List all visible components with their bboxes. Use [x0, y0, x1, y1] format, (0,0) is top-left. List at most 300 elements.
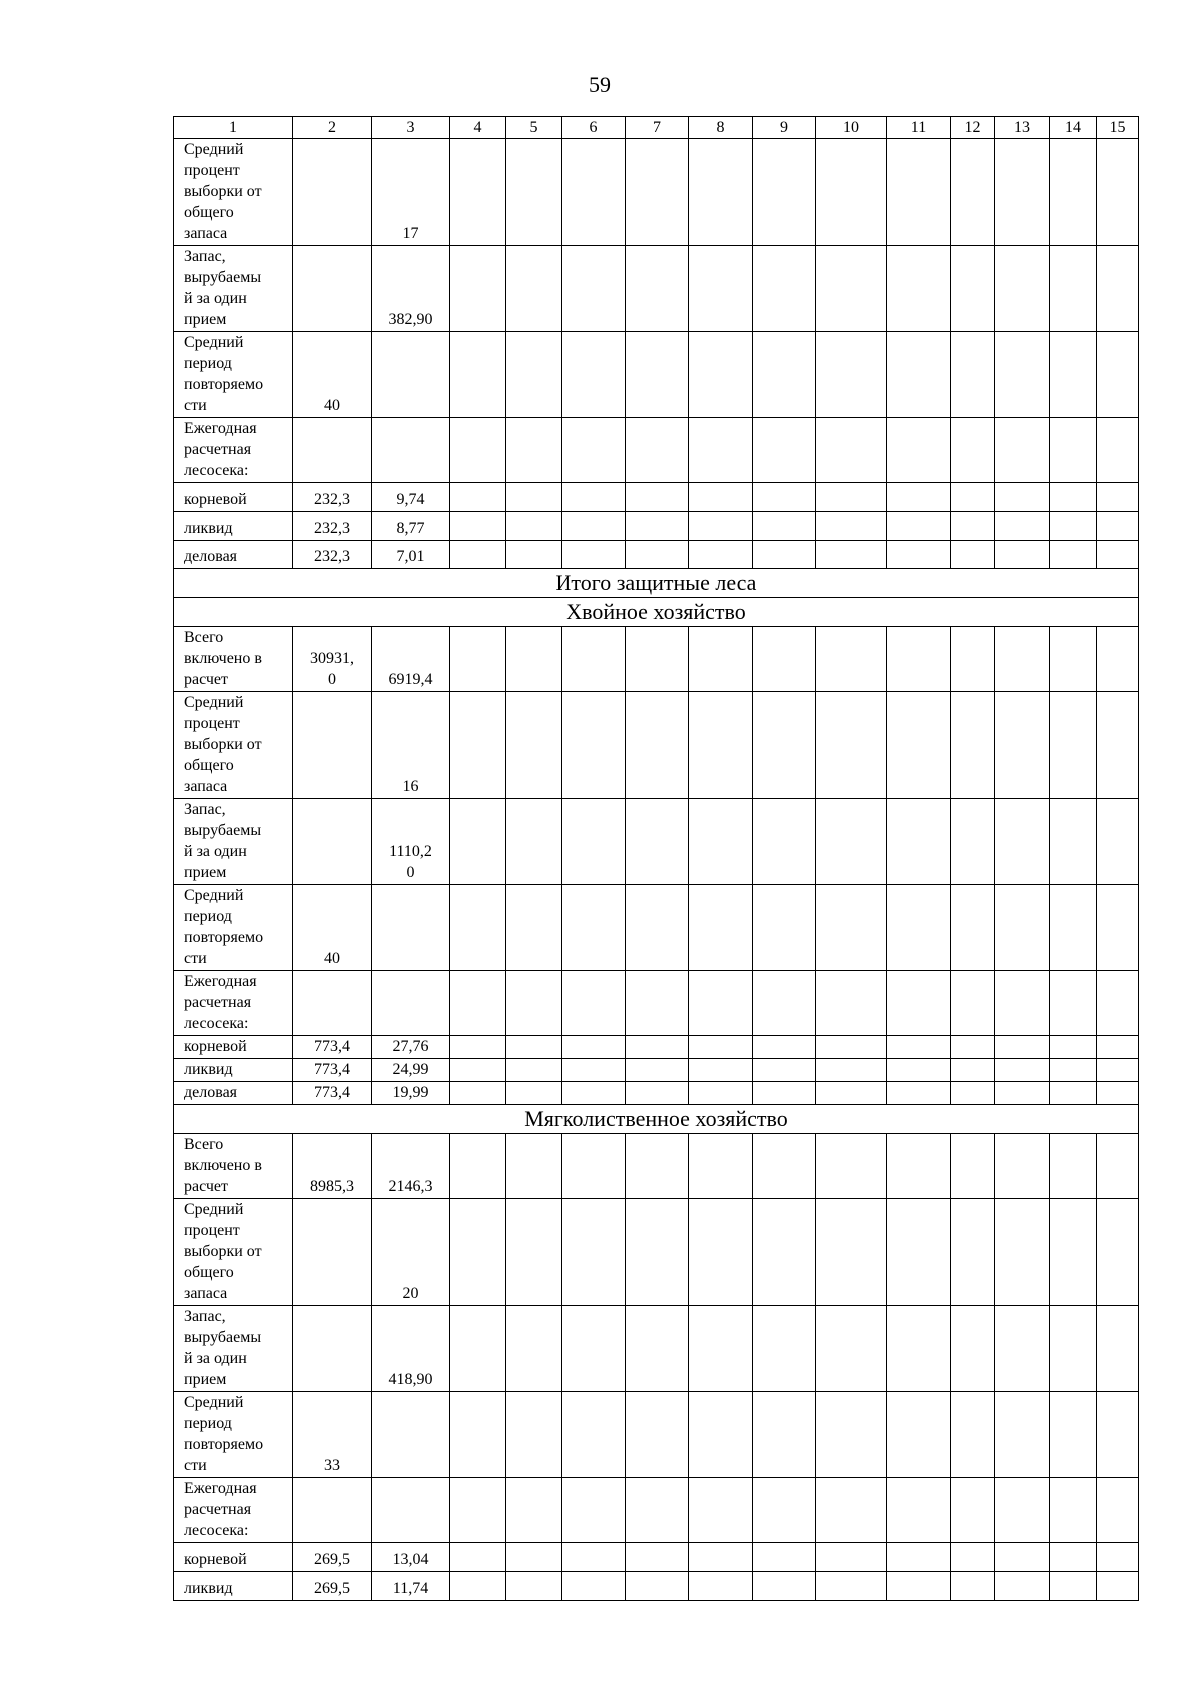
- empty-cell: [1050, 1134, 1097, 1199]
- value-cell-c2: [293, 1036, 372, 1059]
- empty-cell: [753, 692, 816, 799]
- column-number-cell: 7: [626, 117, 689, 139]
- empty-cell: [995, 139, 1050, 246]
- empty-cell: [689, 1036, 753, 1059]
- empty-cell: [450, 885, 506, 971]
- section-heading-row: [174, 569, 1139, 598]
- value-cell-c2: [293, 332, 372, 418]
- value-cell-c3: [372, 799, 450, 885]
- value-text: 8,77: [396, 520, 425, 537]
- empty-cell: [626, 627, 689, 692]
- value-cell-c2: [293, 1392, 372, 1478]
- empty-cell: [689, 541, 753, 569]
- table-row: [174, 1134, 1139, 1199]
- empty-cell: [995, 971, 1050, 1036]
- empty-cell: [816, 692, 887, 799]
- value-cell-c3: [372, 1543, 450, 1572]
- empty-cell: [887, 1199, 951, 1306]
- column-number-cell: 11: [887, 117, 951, 139]
- value-text: 11,74: [392, 1580, 429, 1597]
- row-label-text: Ежегодная расчетная лесосека:: [184, 973, 257, 1032]
- table-row: [174, 1543, 1139, 1572]
- empty-cell: [753, 1082, 816, 1105]
- empty-cell: [506, 1036, 562, 1059]
- value-cell-c2: [293, 1306, 372, 1392]
- empty-cell: [753, 483, 816, 512]
- empty-cell: [816, 332, 887, 418]
- empty-cell: [506, 246, 562, 332]
- empty-cell: [689, 1478, 753, 1543]
- empty-cell: [450, 1082, 506, 1105]
- column-number-cell: 5: [506, 117, 562, 139]
- empty-cell: [626, 1392, 689, 1478]
- empty-cell: [995, 418, 1050, 483]
- empty-cell: [689, 1134, 753, 1199]
- empty-cell: [1050, 512, 1097, 541]
- table-row: [174, 483, 1139, 512]
- table-row: [174, 1059, 1139, 1082]
- empty-cell: [450, 512, 506, 541]
- row-label: [174, 799, 293, 885]
- table-row: [174, 971, 1139, 1036]
- row-label: [174, 1059, 293, 1082]
- value-text: 13,04: [392, 1551, 429, 1568]
- empty-cell: [1050, 1392, 1097, 1478]
- value-text: 6919,4: [388, 671, 433, 688]
- value-cell-c3: [372, 1392, 450, 1478]
- column-number-cell: 4: [450, 117, 506, 139]
- value-text: 17: [402, 225, 419, 242]
- empty-cell: [951, 627, 995, 692]
- empty-cell: [995, 332, 1050, 418]
- value-text: 1110,2 0: [389, 843, 432, 881]
- empty-cell: [626, 541, 689, 569]
- empty-cell: [689, 483, 753, 512]
- empty-cell: [689, 799, 753, 885]
- row-label: [174, 246, 293, 332]
- row-label: [174, 627, 293, 692]
- row-label-text: Средний процент выборки от общего запаса: [184, 1201, 262, 1302]
- row-label-text: Ежегодная расчетная лесосека:: [184, 420, 257, 479]
- empty-cell: [450, 1572, 506, 1601]
- column-number-cell: 2: [293, 117, 372, 139]
- empty-cell: [753, 1392, 816, 1478]
- section-heading-row: [174, 1105, 1139, 1134]
- row-label: [174, 139, 293, 246]
- empty-cell: [1050, 1036, 1097, 1059]
- empty-cell: [995, 1392, 1050, 1478]
- row-label: [174, 1036, 293, 1059]
- value-text: 773,4: [314, 1038, 350, 1055]
- empty-cell: [689, 885, 753, 971]
- empty-cell: [506, 332, 562, 418]
- column-number-cell: 15: [1097, 117, 1139, 139]
- empty-cell: [1050, 139, 1097, 246]
- row-label-text: деловая: [184, 1084, 238, 1101]
- empty-cell: [689, 139, 753, 246]
- column-number-cell: 6: [562, 117, 626, 139]
- value-cell-c2: [293, 541, 372, 569]
- empty-cell: [1097, 483, 1139, 512]
- empty-cell: [562, 1036, 626, 1059]
- row-label-text: корневой: [184, 1038, 247, 1055]
- empty-cell: [995, 1478, 1050, 1543]
- empty-cell: [450, 627, 506, 692]
- empty-cell: [562, 418, 626, 483]
- empty-cell: [626, 512, 689, 541]
- empty-cell: [562, 332, 626, 418]
- empty-cell: [887, 627, 951, 692]
- value-text: 19,99: [392, 1084, 429, 1101]
- empty-cell: [450, 1543, 506, 1572]
- empty-cell: [951, 692, 995, 799]
- empty-cell: [689, 971, 753, 1036]
- empty-cell: [626, 1059, 689, 1082]
- empty-cell: [562, 1134, 626, 1199]
- empty-cell: [816, 885, 887, 971]
- empty-cell: [626, 1134, 689, 1199]
- value-cell-c3: [372, 512, 450, 541]
- empty-cell: [689, 246, 753, 332]
- row-label-text: корневой: [184, 491, 247, 508]
- row-label: [174, 1134, 293, 1199]
- table-row: [174, 799, 1139, 885]
- empty-cell: [562, 1199, 626, 1306]
- table-row: [174, 332, 1139, 418]
- empty-cell: [816, 246, 887, 332]
- value-cell-c2: [293, 512, 372, 541]
- empty-cell: [951, 332, 995, 418]
- column-number-cell: 13: [995, 117, 1050, 139]
- empty-cell: [951, 1306, 995, 1392]
- empty-cell: [506, 418, 562, 483]
- empty-cell: [816, 483, 887, 512]
- table-row: [174, 418, 1139, 483]
- empty-cell: [887, 1478, 951, 1543]
- empty-cell: [626, 418, 689, 483]
- value-cell-c2: [293, 885, 372, 971]
- empty-cell: [753, 1036, 816, 1059]
- empty-cell: [816, 1082, 887, 1105]
- empty-cell: [626, 799, 689, 885]
- empty-cell: [995, 1543, 1050, 1572]
- empty-cell: [626, 332, 689, 418]
- empty-cell: [753, 541, 816, 569]
- empty-cell: [753, 885, 816, 971]
- empty-cell: [753, 418, 816, 483]
- empty-cell: [626, 246, 689, 332]
- empty-cell: [562, 799, 626, 885]
- empty-cell: [951, 483, 995, 512]
- empty-cell: [450, 1059, 506, 1082]
- empty-cell: [1097, 799, 1139, 885]
- empty-cell: [816, 1134, 887, 1199]
- empty-cell: [1097, 332, 1139, 418]
- table-row: [174, 627, 1139, 692]
- value-text: 232,3: [314, 491, 350, 508]
- section-heading: Итого защитные леса: [174, 569, 1139, 598]
- empty-cell: [951, 1572, 995, 1601]
- empty-cell: [626, 692, 689, 799]
- value-cell-c2: [293, 246, 372, 332]
- empty-cell: [753, 1543, 816, 1572]
- value-text: 232,3: [314, 548, 350, 565]
- empty-cell: [626, 885, 689, 971]
- value-cell-c3: [372, 1059, 450, 1082]
- value-text: 773,4: [314, 1061, 350, 1078]
- empty-cell: [450, 1392, 506, 1478]
- empty-cell: [753, 1199, 816, 1306]
- row-label-text: Средний процент выборки от общего запаса: [184, 141, 262, 242]
- empty-cell: [626, 1306, 689, 1392]
- row-label-text: деловая: [184, 548, 238, 565]
- value-cell-c3: [372, 1036, 450, 1059]
- value-cell-c3: [372, 332, 450, 418]
- empty-cell: [626, 1036, 689, 1059]
- empty-cell: [626, 1478, 689, 1543]
- section-heading: Мягколиственное хозяйство: [174, 1105, 1139, 1134]
- empty-cell: [951, 1199, 995, 1306]
- empty-cell: [562, 885, 626, 971]
- empty-cell: [562, 1306, 626, 1392]
- empty-cell: [1050, 483, 1097, 512]
- value-cell-c3: [372, 627, 450, 692]
- empty-cell: [816, 1392, 887, 1478]
- empty-cell: [626, 1543, 689, 1572]
- empty-cell: [995, 1572, 1050, 1601]
- row-label: [174, 885, 293, 971]
- empty-cell: [887, 971, 951, 1036]
- empty-cell: [689, 332, 753, 418]
- empty-cell: [816, 1059, 887, 1082]
- value-text: 269,5: [314, 1551, 350, 1568]
- empty-cell: [816, 1036, 887, 1059]
- empty-cell: [753, 1478, 816, 1543]
- empty-cell: [562, 246, 626, 332]
- empty-cell: [506, 692, 562, 799]
- value-text: 8985,3: [310, 1178, 354, 1195]
- table-row: [174, 1572, 1139, 1601]
- value-text: 269,5: [314, 1580, 350, 1597]
- empty-cell: [995, 1134, 1050, 1199]
- empty-cell: [887, 541, 951, 569]
- column-number-cell: 9: [753, 117, 816, 139]
- value-cell-c2: [293, 1543, 372, 1572]
- empty-cell: [887, 799, 951, 885]
- empty-cell: [1050, 1543, 1097, 1572]
- empty-cell: [1050, 1572, 1097, 1601]
- empty-cell: [450, 332, 506, 418]
- empty-cell: [887, 1306, 951, 1392]
- empty-cell: [450, 799, 506, 885]
- empty-cell: [506, 1543, 562, 1572]
- table-row: [174, 541, 1139, 569]
- value-text: 24,99: [392, 1061, 429, 1078]
- column-number-row: [174, 117, 1139, 139]
- empty-cell: [753, 1134, 816, 1199]
- empty-cell: [450, 692, 506, 799]
- row-label: [174, 1572, 293, 1601]
- row-label-text: ликвид: [184, 1580, 233, 1597]
- row-label-text: Всего включено в расчет: [184, 1136, 262, 1195]
- empty-cell: [506, 483, 562, 512]
- empty-cell: [995, 512, 1050, 541]
- value-text: 33: [324, 1457, 340, 1474]
- value-text: 9,74: [396, 491, 425, 508]
- value-text: 7,01: [396, 548, 425, 565]
- row-label-text: Запас, вырубаемы й за один прием: [184, 1308, 262, 1388]
- column-number-cell: 10: [816, 117, 887, 139]
- value-cell-c2: [293, 1478, 372, 1543]
- empty-cell: [951, 799, 995, 885]
- value-text: 16: [402, 778, 419, 795]
- empty-cell: [887, 483, 951, 512]
- empty-cell: [1050, 692, 1097, 799]
- row-label: [174, 541, 293, 569]
- row-label-text: Ежегодная расчетная лесосека:: [184, 1480, 257, 1539]
- empty-cell: [1097, 971, 1139, 1036]
- value-cell-c3: [372, 971, 450, 1036]
- table-row: [174, 1036, 1139, 1059]
- empty-cell: [562, 1572, 626, 1601]
- empty-cell: [1097, 541, 1139, 569]
- value-cell-c2: [293, 1572, 372, 1601]
- empty-cell: [1097, 1082, 1139, 1105]
- empty-cell: [689, 1306, 753, 1392]
- empty-cell: [1050, 1478, 1097, 1543]
- empty-cell: [887, 1543, 951, 1572]
- row-label: [174, 512, 293, 541]
- row-label-text: Средний процент выборки от общего запаса: [184, 694, 262, 795]
- empty-cell: [506, 512, 562, 541]
- empty-cell: [450, 1036, 506, 1059]
- empty-cell: [450, 483, 506, 512]
- empty-cell: [753, 139, 816, 246]
- value-cell-c3: [372, 1306, 450, 1392]
- row-label: [174, 971, 293, 1036]
- value-cell-c2: [293, 692, 372, 799]
- value-cell-c3: [372, 1082, 450, 1105]
- empty-cell: [1050, 627, 1097, 692]
- empty-cell: [1050, 332, 1097, 418]
- empty-cell: [689, 1059, 753, 1082]
- table-row: [174, 246, 1139, 332]
- row-label: [174, 1543, 293, 1572]
- row-label-text: ликвид: [184, 1061, 233, 1078]
- empty-cell: [995, 1306, 1050, 1392]
- empty-cell: [689, 418, 753, 483]
- empty-cell: [689, 1199, 753, 1306]
- empty-cell: [450, 246, 506, 332]
- empty-cell: [753, 1059, 816, 1082]
- empty-cell: [951, 246, 995, 332]
- empty-cell: [1097, 1036, 1139, 1059]
- empty-cell: [506, 541, 562, 569]
- empty-cell: [995, 692, 1050, 799]
- table-row: [174, 1478, 1139, 1543]
- empty-cell: [995, 541, 1050, 569]
- empty-cell: [562, 541, 626, 569]
- row-label: [174, 332, 293, 418]
- row-label: [174, 692, 293, 799]
- value-cell-c3: [372, 1134, 450, 1199]
- empty-cell: [689, 512, 753, 541]
- empty-cell: [689, 1572, 753, 1601]
- row-label-text: Запас, вырубаемы й за один прием: [184, 248, 262, 328]
- empty-cell: [887, 1082, 951, 1105]
- row-label: [174, 1082, 293, 1105]
- row-label: [174, 483, 293, 512]
- empty-cell: [951, 885, 995, 971]
- row-label: [174, 1478, 293, 1543]
- table-row: [174, 139, 1139, 246]
- forest-cut-table: [173, 116, 1139, 1601]
- section-heading: Хвойное хозяйство: [174, 598, 1139, 627]
- empty-cell: [951, 541, 995, 569]
- empty-cell: [450, 139, 506, 246]
- empty-cell: [995, 246, 1050, 332]
- empty-cell: [689, 1543, 753, 1572]
- empty-cell: [1097, 692, 1139, 799]
- row-label-text: Средний период повторяемо сти: [184, 887, 264, 967]
- empty-cell: [1097, 418, 1139, 483]
- empty-cell: [816, 418, 887, 483]
- empty-cell: [562, 512, 626, 541]
- empty-cell: [562, 1059, 626, 1082]
- empty-cell: [1050, 885, 1097, 971]
- empty-cell: [506, 1306, 562, 1392]
- empty-cell: [1097, 885, 1139, 971]
- value-cell-c3: [372, 692, 450, 799]
- empty-cell: [506, 1059, 562, 1082]
- empty-cell: [951, 139, 995, 246]
- column-number-cell: 14: [1050, 117, 1097, 139]
- empty-cell: [995, 799, 1050, 885]
- empty-cell: [562, 692, 626, 799]
- empty-cell: [626, 483, 689, 512]
- value-cell-c3: [372, 885, 450, 971]
- table-row: [174, 512, 1139, 541]
- empty-cell: [1097, 139, 1139, 246]
- empty-cell: [887, 246, 951, 332]
- empty-cell: [1097, 1306, 1139, 1392]
- empty-cell: [626, 139, 689, 246]
- empty-cell: [951, 1059, 995, 1082]
- value-text: 382,90: [388, 311, 433, 328]
- empty-cell: [506, 1199, 562, 1306]
- table-row: [174, 1392, 1139, 1478]
- empty-cell: [887, 332, 951, 418]
- empty-cell: [1097, 1572, 1139, 1601]
- page-number: 59: [589, 72, 611, 97]
- empty-cell: [887, 1572, 951, 1601]
- row-label-text: Средний период повторяемо сти: [184, 334, 264, 414]
- row-label-text: Всего включено в расчет: [184, 629, 262, 688]
- value-cell-c2: [293, 627, 372, 692]
- empty-cell: [1097, 246, 1139, 332]
- empty-cell: [506, 1572, 562, 1601]
- empty-cell: [1050, 1082, 1097, 1105]
- empty-cell: [1097, 1478, 1139, 1543]
- empty-cell: [689, 1082, 753, 1105]
- column-number-cell: 1: [174, 117, 293, 139]
- empty-cell: [1050, 246, 1097, 332]
- empty-cell: [951, 1036, 995, 1059]
- empty-cell: [562, 1082, 626, 1105]
- empty-cell: [1050, 1199, 1097, 1306]
- table-row: [174, 885, 1139, 971]
- empty-cell: [753, 627, 816, 692]
